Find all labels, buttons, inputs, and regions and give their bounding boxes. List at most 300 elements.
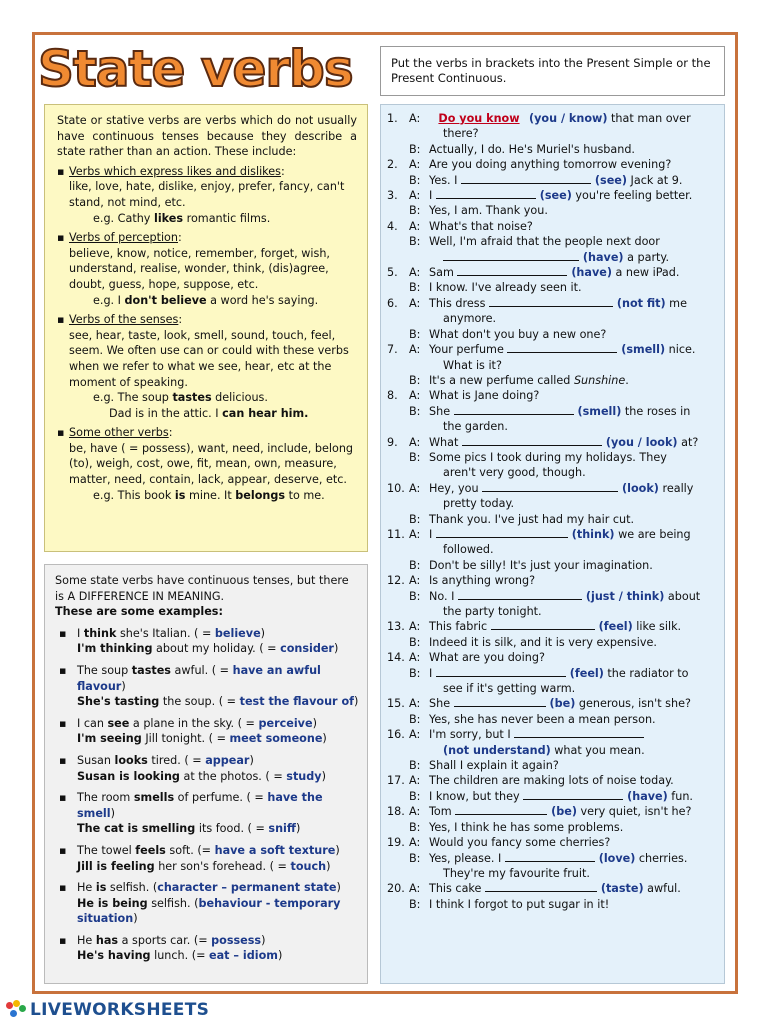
exercise-line-b (409, 851, 718, 866)
exercise-text: you're feeling better. (571, 189, 693, 203)
state-verbs-explanation (44, 104, 368, 552)
meaning-text: The towel (77, 843, 136, 857)
speaker-a: A: (409, 527, 421, 541)
meaning-verb: He is being (77, 896, 148, 910)
meaning-gloss: have the smell (77, 791, 323, 820)
exercise-item (385, 265, 718, 296)
answer-blank[interactable] (485, 881, 597, 892)
footer-brand (6, 998, 266, 1022)
speaker-b: B: (409, 404, 421, 418)
exercise-item (385, 696, 718, 727)
meaning-line (77, 769, 359, 785)
exercise-text: Actually, I do. He's Muriel's husband. (429, 142, 635, 156)
exercise-text: cherries. (635, 851, 688, 865)
meaning-verb: Jill is feeling (77, 859, 155, 873)
category-item (57, 230, 357, 308)
exercise-text: awful. (643, 882, 681, 896)
difference-in-meaning-box (44, 564, 368, 984)
grey-intro-2: These are some examples: (55, 605, 223, 619)
exercise-text: nice. (665, 343, 696, 357)
category-head (69, 164, 357, 180)
exercise-item (385, 650, 718, 696)
exercise-text: about (664, 589, 701, 603)
item-number: 2. (387, 158, 398, 172)
exercise-line-a (387, 342, 718, 357)
item-number: 1. (387, 112, 398, 125)
exercise-line-b (409, 450, 718, 465)
exercise-text: It's a new perfume called (429, 373, 574, 387)
exercise-line-b (409, 789, 718, 804)
speaker-b: B: (409, 820, 421, 834)
verb-hint: (be) (545, 697, 576, 711)
meaning-text: ) (336, 881, 341, 895)
meaning-text: He (77, 933, 96, 947)
meaning-gloss: eat – idiom (209, 949, 278, 963)
speaker-a: A: (409, 728, 421, 742)
meaning-example (55, 790, 359, 837)
exercise-item (385, 188, 718, 219)
exercise-box (380, 104, 725, 984)
exercise-line-b (409, 234, 718, 249)
exercise-line-cont (429, 743, 718, 758)
meaning-line (77, 880, 359, 896)
answer-blank[interactable] (436, 666, 566, 677)
meaning-gloss: possess (211, 933, 262, 947)
exercise-item (385, 219, 718, 265)
exercise-text: What (429, 435, 462, 449)
item-number: 6. (387, 296, 398, 310)
exercise-text: fun. (667, 789, 693, 803)
speaker-b: B: (409, 759, 421, 773)
meaning-line (77, 790, 359, 821)
meaning-line (77, 948, 359, 964)
exercise-line-a (387, 573, 718, 588)
exercise-text: Yes, I think he has some problems. (429, 820, 624, 834)
exercise-text: the radiator to (603, 666, 689, 680)
answer-blank[interactable] (443, 250, 579, 261)
exercise-text: Tom (429, 805, 456, 819)
meaning-line (77, 716, 359, 732)
exercise-line-a (387, 773, 718, 788)
verb-hint: (look) (618, 481, 659, 495)
exercise-item (385, 296, 718, 342)
meaning-example (55, 663, 359, 710)
exercise-text: me (665, 296, 687, 310)
example-text: e.g. The soup (93, 391, 173, 405)
exercise-line-a (387, 219, 718, 234)
intro-text: State or stative verbs are verbs which do not usually have continuous tenses because they describe a state rather than an action. These include: (57, 114, 357, 159)
speaker-a: A: (409, 697, 421, 711)
exercise-line-a (387, 111, 718, 126)
meaning-text: a plane in the sky. ( = (129, 716, 259, 730)
speaker-b: B: (409, 666, 421, 680)
meaning-text: ) (321, 769, 326, 783)
exercise-text: This cake (429, 882, 485, 896)
verb-hint: (see) (591, 173, 627, 187)
exercise-text: very quiet, isn't he? (576, 805, 692, 819)
example-verb: can hear him. (222, 406, 309, 420)
speaker-b: B: (409, 789, 421, 803)
example-text: delicious. (211, 391, 268, 405)
speaker-b: B: (409, 897, 421, 911)
answer-filled[interactable]: Do you know (438, 112, 520, 125)
exercise-text: Shall I explain it again? (429, 759, 559, 773)
answer-blank[interactable] (462, 435, 602, 446)
speaker-a: A: (409, 882, 421, 896)
exercise-line-b (409, 758, 718, 773)
speaker-a: A: (409, 266, 421, 280)
exercise-text: Sam (429, 266, 458, 280)
speaker-a: A: (409, 774, 421, 788)
item-number: 3. (387, 189, 398, 203)
item-number: 8. (387, 389, 398, 403)
meaning-verb: looks (114, 753, 148, 767)
meaning-line (77, 753, 359, 769)
exercise-text: . (625, 373, 629, 387)
meaning-gloss: meet someone (229, 732, 323, 746)
answer-blank[interactable] (507, 342, 617, 353)
exercise-item (385, 111, 718, 157)
meaning-text: soft. (= (165, 843, 215, 857)
verb-hint: (taste) (596, 882, 644, 896)
exercise-item (385, 773, 718, 804)
verb-hint: (have) (567, 266, 612, 280)
meaning-text: The room (77, 791, 134, 805)
meaning-example (55, 843, 359, 874)
category-body: be, have ( = possess), want, need, include, belong (to), weigh, cost, owe, fit, mean, own, measure, matter, need, contain, lack, appear, deserve, etc. (69, 441, 354, 487)
meaning-text: her son's forehead. ( = (154, 859, 291, 873)
meaning-example (55, 626, 359, 657)
exercise-line-cont: there? (443, 127, 479, 141)
category-example (69, 488, 357, 504)
category-example (69, 390, 357, 406)
exercise-text: Are you doing anything tomorrow evening? (429, 158, 672, 172)
meaning-verb: smells (133, 791, 175, 805)
exercise-text: What are you doing? (429, 651, 545, 665)
exercise-line-cont: followed. (443, 543, 494, 557)
category-example (69, 406, 357, 422)
speaker-b: B: (409, 450, 421, 464)
grey-intro: Some state verbs have continuous tenses, but there is A DIFFERENCE IN MEANING. (55, 574, 349, 603)
exercise-text: a new iPad. (611, 266, 680, 280)
speaker-a: A: (409, 651, 421, 665)
meaning-text: I can (77, 716, 108, 730)
category-colon: : (178, 313, 183, 327)
meaning-text: tired. ( = (147, 753, 206, 767)
verb-hint: (you / look) (601, 435, 678, 449)
answer-blank[interactable] (461, 173, 591, 184)
meaning-text: The soup (77, 663, 132, 677)
speaker-a: A: (409, 219, 421, 233)
instructions-text: Put the verbs in brackets into the Present Simple or the Present Continuous. (391, 56, 711, 85)
exercise-text: This fabric (429, 620, 491, 634)
exercise-text: a party. (623, 250, 670, 264)
speaker-b: B: (409, 173, 421, 187)
meaning-verb: is (95, 881, 107, 895)
example-text: e.g. Cathy (93, 211, 154, 225)
exercise-line-b (409, 820, 718, 835)
meaning-gloss: study (286, 769, 322, 783)
exercise-text: She (429, 697, 454, 711)
meaning-line (77, 859, 359, 875)
item-number: 11. (387, 527, 405, 541)
meaning-line (77, 626, 359, 642)
meaning-text: ) (335, 843, 340, 857)
example-verb: is (174, 488, 186, 502)
exercise-text: Hey, you (429, 481, 483, 495)
exercise-line-cont: What is it? (443, 358, 502, 372)
category-item (57, 164, 357, 226)
meaning-line (77, 641, 359, 657)
meaning-text: ) (326, 859, 331, 873)
speaker-a: A: (409, 805, 421, 819)
meaning-text: ) (260, 626, 266, 640)
meaning-text: Jill tonight. ( = (141, 732, 230, 746)
answer-blank[interactable] (489, 296, 613, 307)
exercise-line-b (409, 173, 718, 188)
exercise-item (385, 619, 718, 650)
item-number: 4. (387, 219, 398, 233)
meaning-line (77, 933, 359, 949)
meaning-gloss: believe (214, 626, 261, 640)
answer-blank[interactable] (482, 481, 618, 492)
exercise-text: Don't be silly! It's just your imagination. (429, 558, 653, 572)
exercise-line-a (387, 481, 718, 496)
exercise-line-b (409, 589, 718, 604)
exercise-line-b (409, 666, 718, 681)
example-verb: don't believe (124, 293, 207, 307)
meaning-verb: The cat is smelling (77, 822, 196, 836)
meaning-verb: tastes (131, 663, 171, 677)
meaning-text: ) (110, 806, 115, 820)
meaning-verb: think (83, 626, 117, 640)
speaker-b: B: (409, 235, 421, 249)
exercise-text: I know. I've already seen it. (429, 281, 582, 295)
meaning-gloss: appear (205, 753, 250, 767)
exercise-text: I (429, 527, 436, 541)
exercise-line-cont: anymore. (443, 312, 497, 326)
exercise-item (385, 804, 718, 835)
exercise-text: I know, but they (429, 789, 524, 803)
example-verb: belongs (235, 488, 286, 502)
category-head (69, 425, 357, 441)
answer-blank[interactable] (457, 265, 567, 276)
exercise-line-a (387, 265, 718, 280)
answer-blank[interactable] (514, 727, 644, 738)
speaker-b: B: (409, 558, 421, 572)
category-body: see, hear, taste, look, smell, sound, touch, feel, seem. We often use can or could with these verbs when we refer to what we see, hear, etc at the moment of speaking. (69, 328, 349, 389)
meaning-verb: feels (135, 843, 166, 857)
speaker-a: A: (409, 296, 421, 310)
answer-blank[interactable] (436, 527, 568, 538)
meaning-example (55, 880, 359, 927)
speaker-a: A: (409, 481, 421, 495)
exercise-item (385, 481, 718, 527)
exercise-text: I (429, 666, 436, 680)
verb-hint: (just / think) (582, 589, 665, 603)
item-number: 5. (387, 266, 398, 280)
speaker-a: A: (409, 112, 421, 125)
exercise-line-a (387, 157, 718, 172)
exercise-line-cont: aren't very good, though. (443, 466, 586, 480)
exercise-text: What's that noise? (429, 219, 533, 233)
item-number: 17. (387, 774, 405, 788)
answer-blank[interactable] (505, 851, 595, 862)
meaning-text: selfish. ( (147, 896, 199, 910)
meaning-text: ) (121, 679, 126, 693)
example-verb: tastes (172, 391, 212, 405)
speaker-b: B: (409, 589, 421, 603)
category-head (69, 312, 357, 328)
exercise-text: Would you fancy some cherries? (429, 836, 611, 850)
exercise-line-b (409, 558, 718, 573)
exercise-line-b (409, 404, 718, 419)
category-body: like, love, hate, dislike, enjoy, prefer, fancy, can't stand, not mind, etc. (69, 180, 345, 209)
meaning-line (77, 731, 359, 747)
speaker-a: A: (409, 836, 421, 850)
meaning-line (77, 896, 359, 927)
exercise-line-a (387, 727, 718, 742)
exercise-text: I (429, 189, 436, 203)
category-colon: : (280, 164, 285, 178)
item-number: 9. (387, 435, 398, 449)
example-verb: likes (153, 211, 184, 225)
instructions-box (380, 46, 725, 96)
answer-blank[interactable] (454, 696, 546, 707)
speaker-b: B: (409, 373, 421, 387)
meaning-gloss: sniff (268, 822, 296, 836)
speaker-a: A: (409, 343, 421, 357)
verb-hint: (not fit) (612, 296, 666, 310)
meaning-text: ) (295, 822, 301, 836)
verb-hint: (love) (594, 851, 636, 865)
meaning-line (77, 663, 359, 694)
exercise-line-a (387, 650, 718, 665)
meaning-text: Susan (77, 753, 115, 767)
exercise-text: Indeed it is silk, and it is very expensive. (429, 635, 657, 649)
verb-hint: (smell) (573, 404, 622, 418)
page-title: State verbs (38, 40, 353, 98)
exercise-item (385, 727, 718, 773)
exercise-text: Yes, she has never been a mean person. (429, 712, 656, 726)
exercise-text: No. I (429, 589, 458, 603)
exercise-line-a (387, 296, 718, 311)
exercise-item (385, 342, 718, 388)
exercise-line-b (409, 897, 718, 912)
answer-blank[interactable] (458, 589, 582, 600)
meaning-example (55, 753, 359, 784)
speaker-a: A: (409, 189, 421, 203)
exercise-text: Is anything wrong? (429, 574, 536, 588)
category-title: Verbs which express likes and dislikes (69, 164, 281, 178)
exercise-text: really (658, 481, 694, 495)
example-text: romantic films. (183, 211, 271, 225)
speaker-a: A: (409, 435, 421, 449)
exercise-line-b (409, 142, 718, 157)
category-example (69, 293, 357, 309)
category-title: Verbs of perception (69, 231, 178, 245)
exercise-item (385, 435, 718, 481)
meaning-verb: She's tasting (77, 695, 160, 709)
meaning-text: the soup. ( = (159, 695, 240, 709)
answer-blank[interactable] (523, 789, 623, 800)
meaning-gloss: test the flavour of (239, 695, 355, 709)
item-number: 16. (387, 728, 405, 742)
speaker-b: B: (409, 712, 421, 726)
meaning-text: ) (354, 695, 359, 709)
item-number: 10. (387, 481, 405, 495)
exercise-line-cont: the party tonight. (443, 605, 542, 618)
category-title: Some other verbs (69, 426, 169, 440)
item-number: 12. (387, 574, 405, 588)
exercise-text: that man over (607, 112, 691, 125)
meaning-text: a sports car. (= (118, 933, 212, 947)
answer-blank[interactable] (454, 404, 574, 415)
exercise-text: at? (677, 435, 699, 449)
exercise-line-a (387, 696, 718, 711)
exercise-line-b (409, 635, 718, 650)
exercise-text: Thank you. I've just had my hair cut. (429, 512, 635, 526)
category-body: believe, know, notice, remember, forget, wish, understand, realise, wonder, think, (dis)agree, doubt, guess, hope, suppose, etc. (69, 246, 330, 291)
meaning-gloss: behaviour - temporary situation (77, 896, 341, 926)
verb-hint: (not understand) (443, 743, 551, 757)
item-number: 13. (387, 620, 405, 634)
category-title: Verbs of the senses (69, 313, 179, 327)
exercise-item (385, 835, 718, 881)
verb-hint: (you / know) (529, 112, 608, 125)
exercise-text: Jack at 9. (627, 173, 683, 187)
category-item (57, 425, 357, 503)
item-number: 19. (387, 836, 405, 850)
exercise-text: What is Jane doing? (429, 389, 540, 403)
exercise-line-b (409, 512, 718, 527)
answer-blank[interactable] (436, 188, 536, 199)
exercise-text: what you mean. (550, 743, 645, 757)
exercise-line-a (387, 881, 718, 896)
meaning-text: of perfume. ( = (174, 791, 268, 805)
exercise-text: Yes. I (429, 173, 462, 187)
category-colon: : (178, 231, 182, 245)
meaning-text: ) (277, 949, 283, 963)
meaning-text: awful. ( = (170, 663, 233, 677)
example-text: to me. (285, 488, 325, 502)
category-head (69, 230, 357, 246)
exercise-line-a (387, 619, 718, 634)
meaning-text: at the photos. ( = (179, 769, 287, 783)
answer-blank[interactable] (491, 619, 595, 630)
meaning-example (55, 716, 359, 747)
speaker-b: B: (409, 851, 421, 865)
verb-hint: (have) (579, 250, 624, 264)
exercise-line-cont: see if it's getting warm. (443, 682, 576, 696)
meaning-gloss: have an awful flavour (77, 663, 321, 693)
meaning-verb: Susan is looking (77, 769, 180, 783)
answer-blank[interactable] (455, 804, 547, 815)
example-text: mine. It (185, 488, 236, 502)
meaning-text: ) (312, 716, 317, 730)
meaning-verb: see (107, 716, 130, 730)
item-number: 7. (387, 343, 398, 357)
exercise-line-a (387, 388, 718, 403)
meaning-text: its food. ( = (195, 822, 269, 836)
exercise-line-cont: the garden. (443, 420, 508, 434)
meaning-text: ) (261, 933, 266, 947)
meaning-text: selfish. ( (106, 881, 158, 895)
verb-hint: (be) (547, 805, 577, 819)
exercise-line-a (387, 435, 718, 450)
exercise-item (385, 573, 718, 619)
speaker-b: B: (409, 635, 421, 649)
